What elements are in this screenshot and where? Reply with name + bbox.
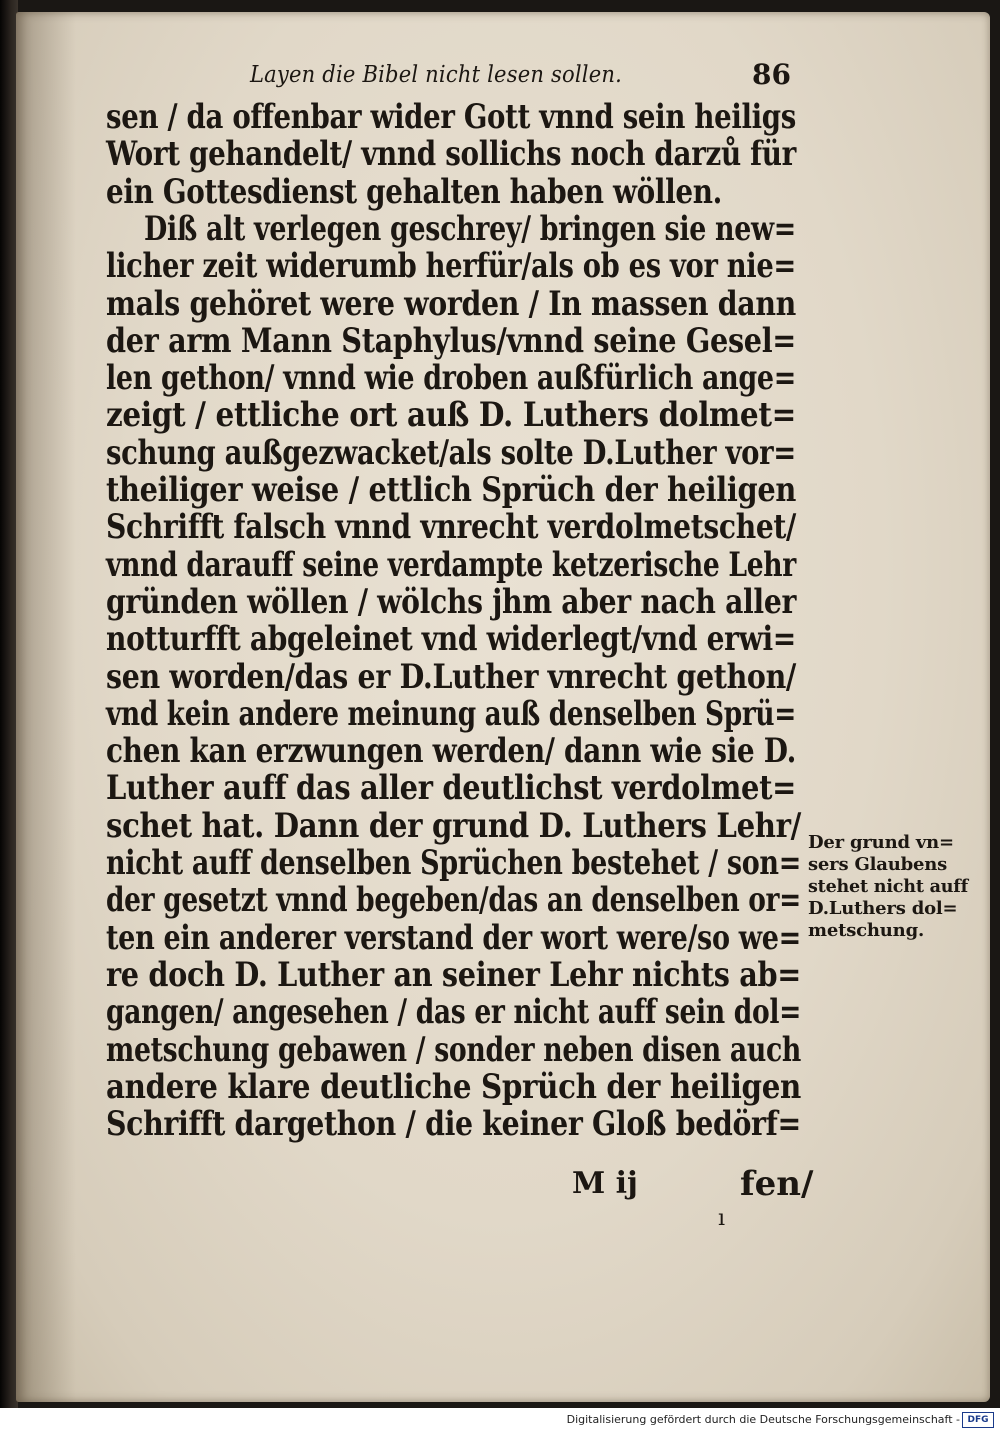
- text-line: theiliger weise / ettlich Sprüch der heiligen: [106, 470, 796, 510]
- text-line: ein Gottesdienst gehalten haben wöllen.: [106, 171, 722, 212]
- text-line: nicht auff denselben Sprüchen bestehet / son=: [106, 843, 801, 883]
- marginal-note-line: stehet nicht auff: [808, 876, 968, 897]
- text-line: schet hat. Dann der grund D. Luthers Lehr/: [106, 805, 801, 846]
- marginal-note-line: Der grund vn=: [808, 832, 954, 853]
- text-line: sen worden/das er D.Luther vnrecht gethon/: [106, 656, 796, 697]
- text-line: chen kan erzwungen werden/ dann wie sie D.: [106, 731, 796, 772]
- marginal-note-line: D.Luthers dol=: [808, 898, 958, 919]
- text-line: Luther auff das aller deutlichst verdolmet=: [106, 768, 796, 809]
- text-line: schung außgezwacket/als solte D.Luther vor=: [106, 432, 796, 473]
- text-line: sen / da offenbar wider Gott vnnd sein heiligs: [106, 97, 796, 137]
- signature-mark: M ij: [572, 1166, 638, 1201]
- running-head: Layen die Bibel nicht lesen sollen.: [250, 62, 622, 88]
- text-line: len gethon/ vnnd wie droben außfürlich ange=: [106, 358, 796, 399]
- funding-credit: Digitalisierung gefördert durch die Deutsche Forschungsgemeinschaft -: [566, 1413, 960, 1426]
- text-line: metschung gebawen / sonder neben disen auch: [106, 1029, 801, 1070]
- marginal-note-line: sers Glaubens: [808, 854, 948, 875]
- text-line: ten ein anderer verstand der wort were/so we=: [106, 917, 801, 958]
- dfg-logo-icon: DFG: [962, 1412, 994, 1428]
- text-line: vnd kein andere meinung auß denselben Sprü=: [106, 693, 796, 734]
- text-line: der arm Mann Staphylus/vnnd seine Gesel=: [106, 320, 796, 361]
- text-line: Wort gehandelt/ vnnd sollichs noch darzů für: [106, 134, 796, 175]
- text-line: re doch D. Luther an seiner Lehr nichts ab=: [106, 954, 801, 995]
- text-line: zeigt / ettliche ort auß D. Luthers dolmet=: [106, 395, 796, 436]
- text-line: vnnd darauff seine verdampte ketzerische Lehr: [106, 544, 796, 585]
- footer-bar: [0, 1408, 1000, 1432]
- catchword: fen/: [740, 1164, 814, 1204]
- text-line: der gesetzt vnnd begeben/das an denselben or=: [106, 880, 801, 921]
- page-number: 86: [752, 58, 791, 91]
- text-line: licher zeit widerumb herfür/als ob es vor nie=: [106, 246, 796, 287]
- ink-tick-mark: ı: [718, 1206, 726, 1231]
- text-line: Diß alt verlegen geschrey/ bringen sie new=: [144, 208, 796, 249]
- text-line: gründen wöllen / wölchs jhm aber nach aller: [106, 581, 796, 622]
- marginal-note-line: metschung.: [808, 920, 925, 941]
- text-line: andere klare deutliche Sprüch der heiligen: [106, 1066, 801, 1107]
- text-line: gangen/ angesehen / das er nicht auff sein dol=: [106, 992, 801, 1033]
- text-line: Schrifft falsch vnnd vnrecht verdolmetschet/: [106, 507, 796, 548]
- text-line: mals gehöret were worden / In massen dann: [106, 283, 796, 324]
- text-line: notturfft abgeleinet vnd widerlegt/vnd erwi=: [106, 619, 796, 660]
- text-line: Schrifft dargethon / die keiner Gloß bedörf=: [106, 1104, 801, 1145]
